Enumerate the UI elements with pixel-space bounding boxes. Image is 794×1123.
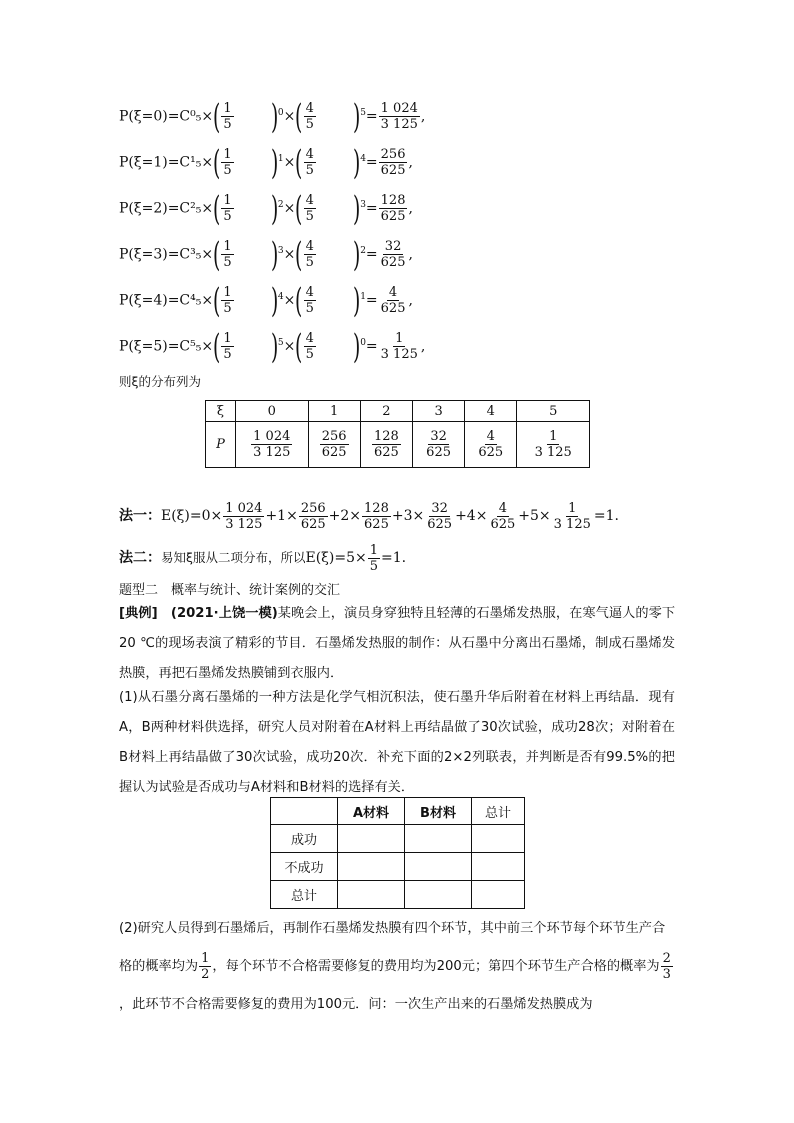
contingency-row-label: 成功 xyxy=(271,825,338,853)
table-value: 2 xyxy=(360,401,412,422)
table-prob: $\frac{256}{625}$ xyxy=(308,422,360,468)
probability-line: P(ξ=2)=C²₅×( $\frac{1}{5}$ )$^2$×( $\frac{4}{5}$ )$^3$= $\frac{128}{625}$ , xyxy=(119,188,413,229)
contingency-cell[interactable] xyxy=(338,853,405,881)
probability-line: P(ξ=1)=C¹₅×( $\frac{1}{5}$ )$^1$×( $\frac{4}{5}$ )$^4$= $\frac{256}{625}$ , xyxy=(119,142,413,183)
probability-line: P(ξ=0)=C⁰₅×( $\frac{1}{5}$ )$^0$×( $\frac{4}{5}$ )$^5$= $\frac{1 024}{3 125}$ , xyxy=(119,96,426,137)
contingency-cell[interactable] xyxy=(472,881,525,909)
table-prob: $\frac{1}{3 125}$ xyxy=(517,422,590,468)
method-one: 法一：E(ξ)=0× $\frac{1 024}{3 125}$ +1× $\frac{256}{625}$ +2× $\frac{128}{625}$ +3× $\frac{32}{625}$ +4× $\frac{4}{625}$ +5× $\frac{1}{3 125}$ =1. xyxy=(119,500,619,532)
distribution-table xyxy=(205,400,590,468)
example-source: (2021·上饶一模) xyxy=(170,606,278,621)
contingency-header: A材料 xyxy=(338,798,405,825)
table-prob: $\frac{32}{625}$ xyxy=(412,422,464,468)
table-prob: $\frac{4}{625}$ xyxy=(465,422,517,468)
table-value: 5 xyxy=(517,401,590,422)
table-prob: $\frac{128}{625}$ xyxy=(360,422,412,468)
probability-line: P(ξ=4)=C⁴₅×( $\frac{1}{5}$ )$^4$×( $\frac{4}{5}$ )$^1$= $\frac{4}{625}$ , xyxy=(119,280,413,321)
contingency-cell[interactable] xyxy=(405,853,472,881)
section-title: 题型二 概率与统计、统计案例的交汇 xyxy=(119,583,341,598)
example-tag: [典例] xyxy=(119,606,158,621)
contingency-cell[interactable] xyxy=(338,825,405,853)
contingency-row-label: 不成功 xyxy=(271,853,338,881)
contingency-cell[interactable] xyxy=(405,825,472,853)
table-value: 4 xyxy=(465,401,517,422)
method-two: 法二：易知ξ服从二项分布，所以E(ξ)=5× $\frac{1}{5}$ =1. xyxy=(119,542,407,574)
contingency-cell[interactable] xyxy=(472,853,525,881)
table-row-label: P xyxy=(206,422,236,468)
part-two: (2)研究人员得到石墨烯后，再制作石墨烯发热膜有四个环节，其中前三个环节每个环节生产合格的概率均为 $\frac{1}{2}$ ，每个环节不合格需要修复的费用均为200元；第四个环节生产合格的概率为 $\frac{2}{3}$ ，此环节不合格需要修复的费用为100元．问：一次生产出来的石墨烯发热膜成为 xyxy=(119,921,671,1012)
contingency-row-label: 总计 xyxy=(271,881,338,909)
distribution-intro: 则ξ的分布列为 xyxy=(119,374,201,389)
table-value: 0 xyxy=(236,401,309,422)
contingency-header xyxy=(271,798,338,825)
contingency-cell[interactable] xyxy=(338,881,405,909)
table-prob: $\frac{1 024}{3 125}$ xyxy=(236,422,309,468)
contingency-cell[interactable] xyxy=(472,825,525,853)
table-head-label: ξ xyxy=(206,401,236,422)
contingency-cell[interactable] xyxy=(405,881,472,909)
contingency-header: B材料 xyxy=(405,798,472,825)
part-one: (1)从石墨分离石墨烯的一种方法是化学气相沉积法，使石墨升华后附着在材料上再结晶．现有A，B两种材料供选择，研究人员对附着在A材料上再结晶做了30次试验，成功28次；对附着在B材料上再结晶做了30次试验，成功20次．补充下面的2×2列联表，并判断是否有99.5%的把握认为试验是否成功与A材料和B材料的选择有关． xyxy=(119,690,675,795)
table-value: 1 xyxy=(308,401,360,422)
table-value: 3 xyxy=(412,401,464,422)
example-paragraph: [典例] (2021·上饶一模)某晚会上，演员身穿独特且轻薄的石墨烯发热服，在寒气逼人的零下20 ℃的现场表演了精彩的节目．石墨烯发热服的制作：从石墨中分离出石墨烯，制成石墨烯发热膜，再把石墨烯发热膜铺到衣服内． xyxy=(119,606,676,681)
contingency-table xyxy=(270,797,525,909)
contingency-header: 总计 xyxy=(472,798,525,825)
probability-line: P(ξ=3)=C³₅×( $\frac{1}{5}$ )$^3$×( $\frac{4}{5}$ )$^2$= $\frac{32}{625}$ , xyxy=(119,234,413,275)
probability-line: P(ξ=5)=C⁵₅×( $\frac{1}{5}$ )$^5$×( $\frac{4}{5}$ )$^0$= $\frac{1}{3 125}$ , xyxy=(119,326,426,367)
